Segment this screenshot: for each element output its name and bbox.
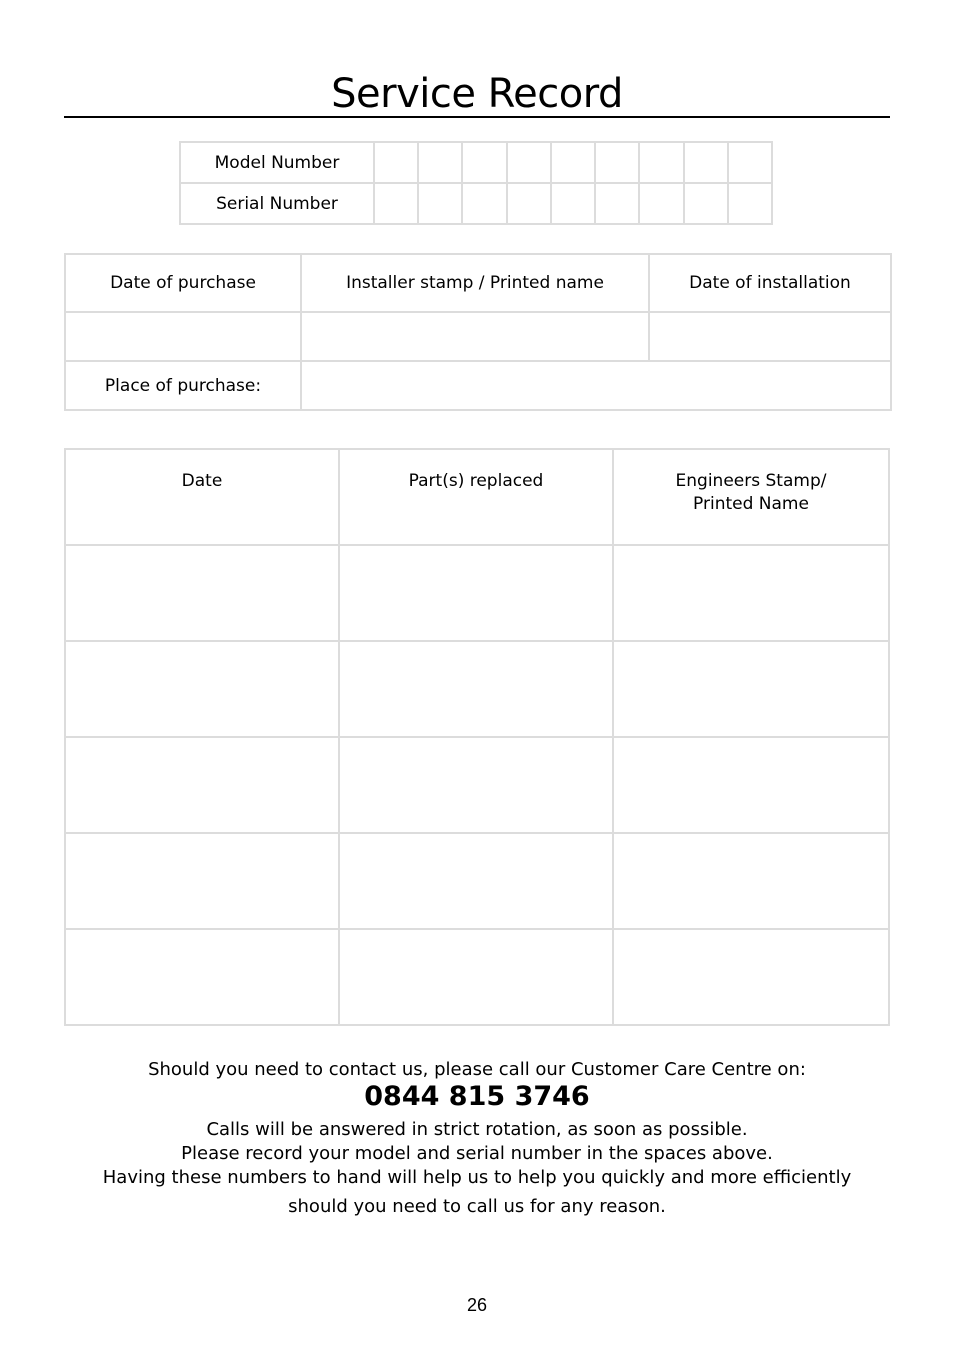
service-engineer-cell[interactable] <box>613 929 889 1025</box>
service-date-cell[interactable] <box>65 737 339 833</box>
date-of-purchase-header: Date of purchase <box>65 254 301 312</box>
engineer-stamp-header-line1: Engineers Stamp/ <box>675 471 827 491</box>
service-parts-cell[interactable] <box>339 833 613 929</box>
date-header: Date <box>65 449 339 545</box>
model-digit-box[interactable] <box>595 142 639 183</box>
date-of-installation-header: Date of installation <box>649 254 891 312</box>
service-engineer-cell[interactable] <box>613 545 889 641</box>
service-row <box>65 929 889 1025</box>
service-parts-cell[interactable] <box>339 641 613 737</box>
phone-number: 0844 815 3746 <box>364 1081 590 1112</box>
serial-digit-box[interactable] <box>728 183 772 224</box>
serial-digit-box[interactable] <box>462 183 506 224</box>
service-date-cell[interactable] <box>65 929 339 1025</box>
serial-digit-box[interactable] <box>374 183 418 224</box>
model-digit-box[interactable] <box>639 142 683 183</box>
model-digit-box[interactable] <box>462 142 506 183</box>
model-number-label: Model Number <box>180 142 374 183</box>
serial-digit-box[interactable] <box>639 183 683 224</box>
serial-digit-box[interactable] <box>507 183 551 224</box>
service-row <box>65 833 889 929</box>
purchase-entry-row <box>65 312 891 361</box>
purchase-table <box>64 253 892 411</box>
place-of-purchase-row <box>65 361 891 410</box>
contact-line: Please record your model and serial number in the spaces above. <box>181 1143 773 1164</box>
model-digit-box[interactable] <box>728 142 772 183</box>
serial-number-row <box>180 183 772 224</box>
service-parts-cell[interactable] <box>339 929 613 1025</box>
service-parts-cell[interactable] <box>339 737 613 833</box>
installer-header: Installer stamp / Printed name <box>301 254 649 312</box>
service-parts-cell[interactable] <box>339 545 613 641</box>
purchase-header-row <box>65 254 891 312</box>
engineer-stamp-header <box>613 449 889 545</box>
serial-digit-box[interactable] <box>551 183 595 224</box>
serial-digit-box[interactable] <box>595 183 639 224</box>
date-of-installation-field[interactable] <box>649 312 891 361</box>
serial-number-label: Serial Number <box>180 183 374 224</box>
service-header-row <box>65 449 889 545</box>
contact-line: Having these numbers to hand will help us to help you quickly and more efficiently <box>102 1167 852 1188</box>
service-engineer-cell[interactable] <box>613 833 889 929</box>
model-digit-box[interactable] <box>684 142 728 183</box>
service-date-cell[interactable] <box>65 641 339 737</box>
service-date-cell[interactable] <box>65 545 339 641</box>
model-digit-box[interactable] <box>418 142 462 183</box>
place-of-purchase-field[interactable] <box>301 361 891 410</box>
place-of-purchase-label: Place of purchase: <box>65 361 301 410</box>
service-table <box>64 448 890 1026</box>
model-digit-box[interactable] <box>374 142 418 183</box>
model-serial-table <box>179 141 773 225</box>
engineer-stamp-header-line2: Printed Name <box>693 494 809 514</box>
installer-field[interactable] <box>301 312 649 361</box>
model-digit-box[interactable] <box>551 142 595 183</box>
contact-line: should you need to call us for any reason. <box>288 1196 666 1217</box>
model-number-row <box>180 142 772 183</box>
serial-digit-box[interactable] <box>684 183 728 224</box>
service-date-cell[interactable] <box>65 833 339 929</box>
contact-intro: Should you need to contact us, please call our Customer Care Centre on: <box>148 1059 806 1080</box>
service-row <box>65 737 889 833</box>
contact-notes <box>64 1118 890 1219</box>
date-of-purchase-field[interactable] <box>65 312 301 361</box>
service-engineer-cell[interactable] <box>613 737 889 833</box>
service-row <box>65 641 889 737</box>
page-title: Service Record <box>64 68 890 118</box>
page-number: 26 <box>466 1295 488 1315</box>
parts-replaced-header: Part(s) replaced <box>339 449 613 545</box>
model-digit-box[interactable] <box>507 142 551 183</box>
service-engineer-cell[interactable] <box>613 641 889 737</box>
service-row <box>65 545 889 641</box>
contact-line: Calls will be answered in strict rotation, as soon as possible. <box>206 1119 748 1140</box>
serial-digit-box[interactable] <box>418 183 462 224</box>
